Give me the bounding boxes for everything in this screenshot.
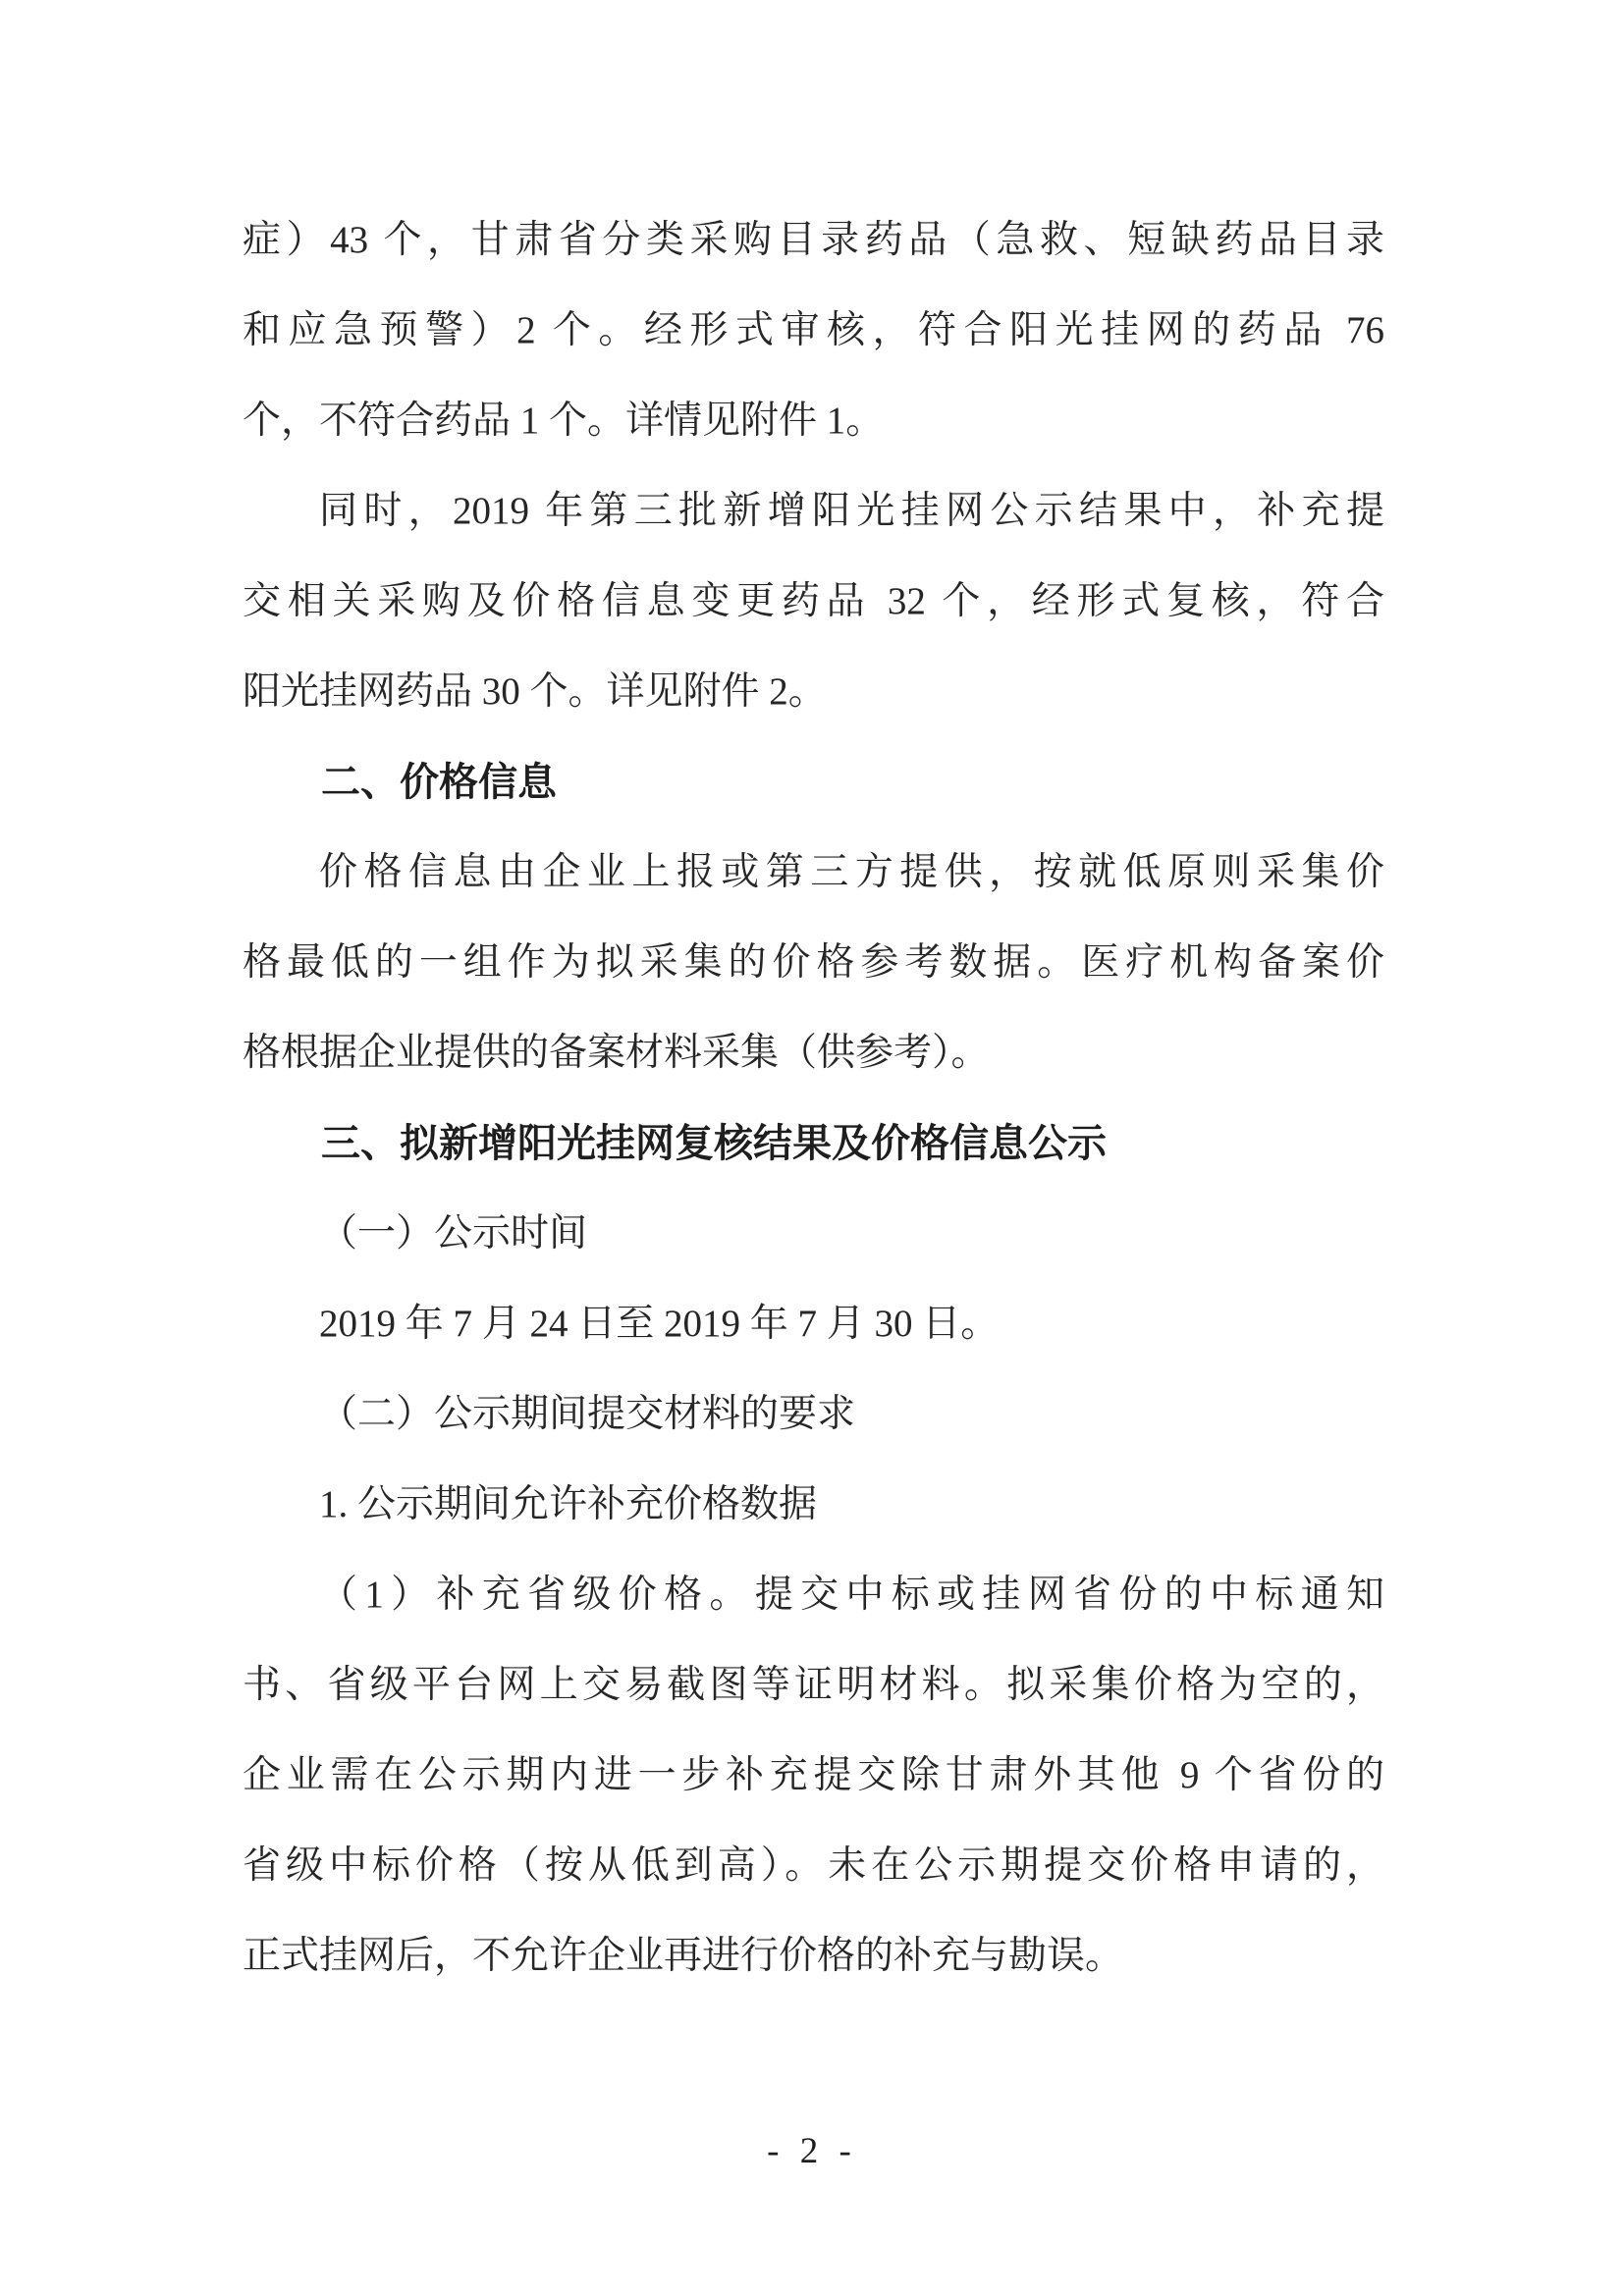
body-line: 阳光挂网药品 30 个。详见附件 2。 xyxy=(243,670,827,713)
body-line: 格根据企业提供的备案材料采集（供参考）。 xyxy=(243,1032,990,1074)
section-heading: 二、价格信息 xyxy=(321,761,557,804)
body-line: 和应急预警）2 个。经形式审核，符合阳光挂网的药品 76 xyxy=(243,309,1384,351)
date-line: 2019 年 7 月 24 日至 2019 年 7 月 30 日。 xyxy=(319,1303,1000,1345)
numbered-item: 1. 公示期间允许补充价格数据 xyxy=(319,1483,818,1525)
body-line: （1）补充省级价格。提交中标或挂网省份的中标通知 xyxy=(319,1574,1384,1616)
body-line: 个，不符合药品 1 个。详情见附件 1。 xyxy=(243,400,885,442)
body-line: 交相关采购及价格信息变更药品 32 个，经形式复核，符合 xyxy=(243,580,1384,622)
section-heading: 三、拟新增阳光挂网复核结果及价格信息公示 xyxy=(321,1122,1107,1165)
body-line: 症）43 个，甘肃省分类采购目录药品（急救、短缺药品目录 xyxy=(243,219,1384,261)
document-body xyxy=(243,195,1384,2002)
body-line: 企业需在公示期内进一步补充提交除甘肃外其他 9 个省份的 xyxy=(243,1754,1384,1796)
sub-heading: （二）公示期间提交材料的要求 xyxy=(319,1393,856,1435)
body-line: 省级中标价格（按从低到高）。未在公示期提交价格申请的， xyxy=(243,1844,1384,1887)
body-line: 价格信息由企业上报或第三方提供，按就低原则采集价 xyxy=(319,851,1384,893)
body-line: 书、省级平台网上交易截图等证明材料。拟采集价格为空的， xyxy=(243,1664,1384,1706)
body-line: 正式挂网后，不允许企业再进行价格的补充与勘误。 xyxy=(243,1935,1124,1977)
sub-heading: （一）公示时间 xyxy=(319,1212,588,1255)
body-line: 同时，2019 年第三批新增阳光挂网公示结果中，补充提 xyxy=(319,490,1384,532)
page-number: - 2 - xyxy=(767,2131,857,2171)
body-line: 格最低的一组作为拟采集的价格参考数据。医疗机构备案价 xyxy=(243,941,1384,984)
